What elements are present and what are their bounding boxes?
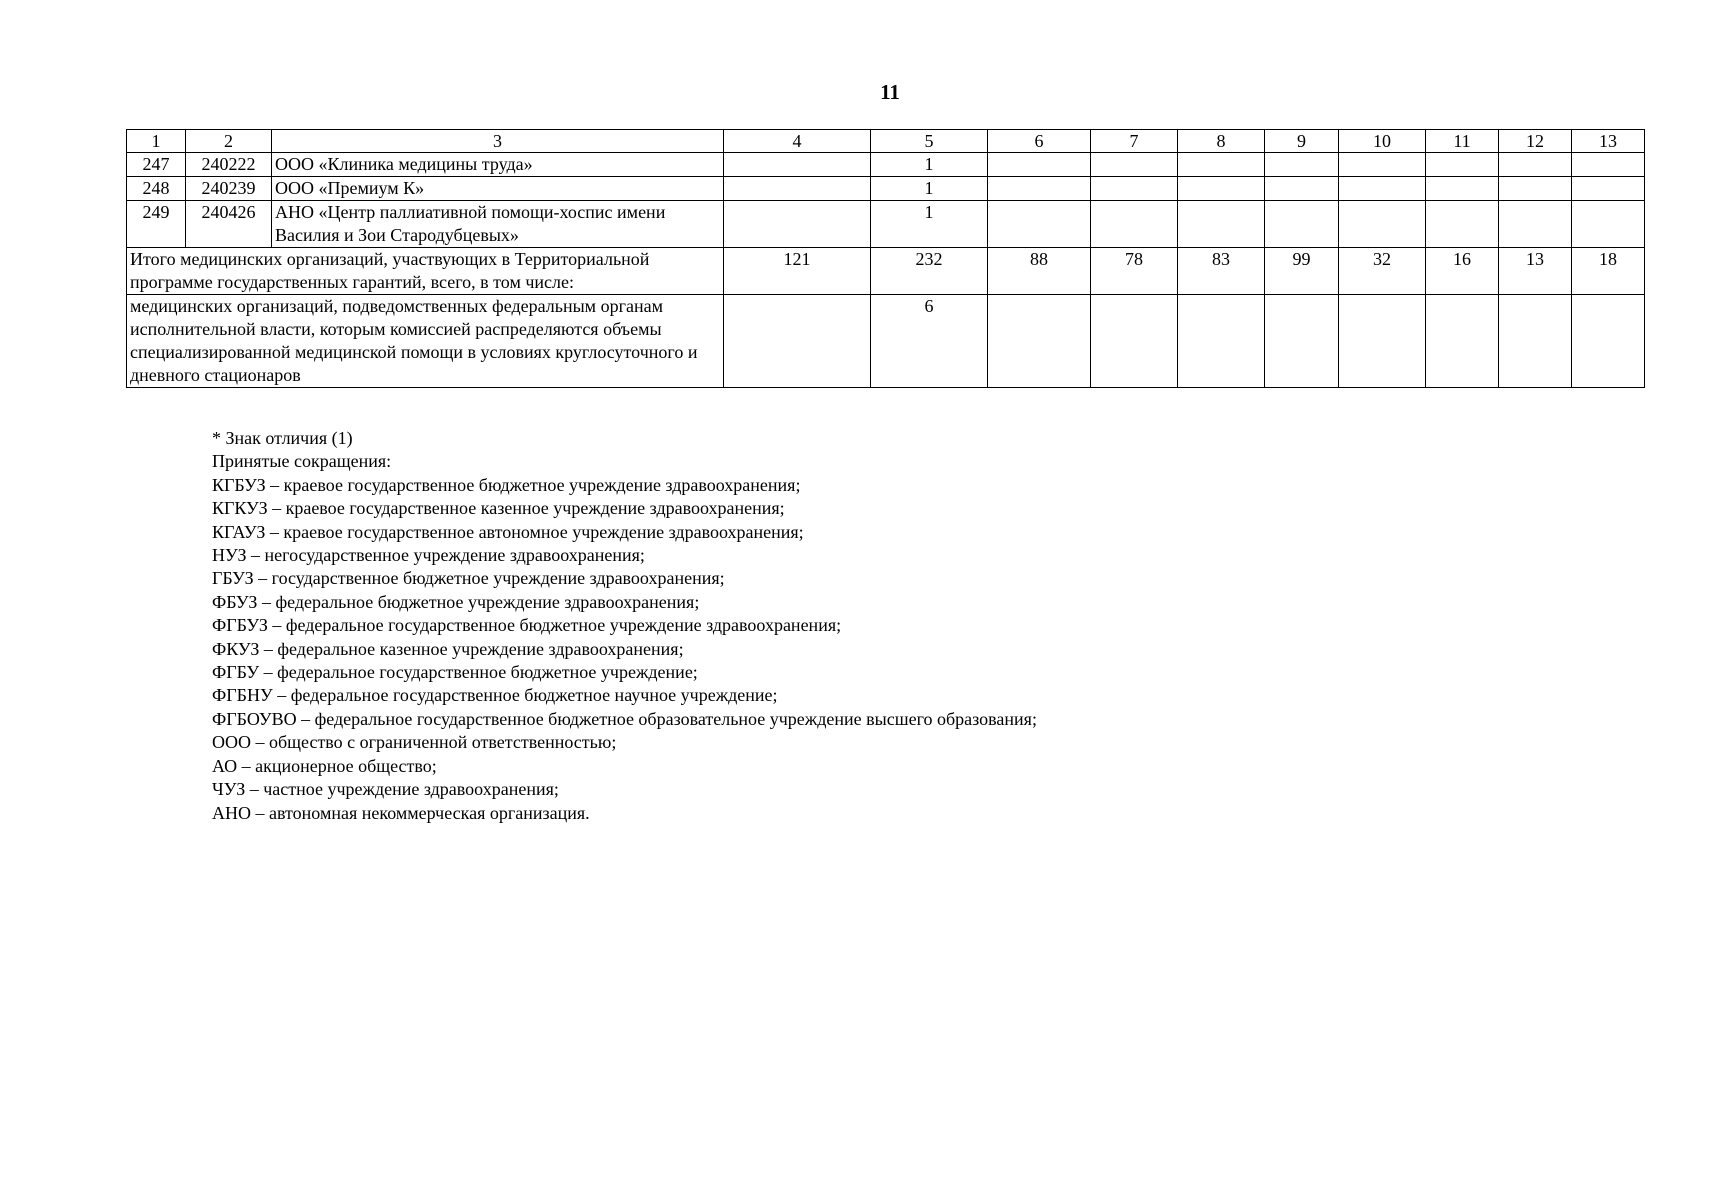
organization-name: ООО «Премиум К» (272, 177, 724, 201)
column-number: 4 (724, 130, 871, 153)
cell-empty (1091, 295, 1178, 388)
column-number: 11 (1426, 130, 1499, 153)
cell-empty (1265, 201, 1339, 248)
column-number: 8 (1178, 130, 1265, 153)
total-value: 18 (1572, 248, 1645, 295)
total-value: 83 (1178, 248, 1265, 295)
cell-empty (1178, 201, 1265, 248)
cell-empty (1499, 177, 1572, 201)
cell-empty (1339, 295, 1426, 388)
cell-empty (1572, 177, 1645, 201)
cell-empty (988, 201, 1091, 248)
row-number: 249 (127, 201, 186, 248)
cell-empty (1091, 153, 1178, 177)
column-number: 13 (1572, 130, 1645, 153)
organization-code: 240426 (186, 201, 272, 248)
column-number: 2 (186, 130, 272, 153)
cell-empty (724, 177, 871, 201)
notes-block (212, 427, 1512, 825)
abbreviation-item: ФКУЗ – федеральное казенное учреждение здравоохранения; (212, 638, 684, 659)
cell-empty (1339, 153, 1426, 177)
cell-empty (1339, 177, 1426, 201)
column-number: 7 (1091, 130, 1178, 153)
abbreviation-item: ФГБОУВО – федеральное государственное бюджетное образовательное учреждение высшего образования; (212, 708, 1037, 729)
cell-empty (1572, 201, 1645, 248)
cell-empty (1572, 153, 1645, 177)
cell-empty (1265, 177, 1339, 201)
cell-empty (1178, 177, 1265, 201)
abbreviation-item: АНО – автономная некоммерческая организация. (212, 802, 590, 823)
cell-empty (1091, 177, 1178, 201)
total-value: 88 (988, 248, 1091, 295)
abbreviation-item: АО – акционерное общество; (212, 755, 437, 776)
abbreviation-item: КГАУЗ – краевое государственное автономное учреждение здравоохранения; (212, 521, 804, 542)
distinction-mark-note: * Знак отличия (1) (212, 428, 353, 448)
column-number: 5 (871, 130, 988, 153)
federal-row (127, 295, 1645, 388)
organization-name: ООО «Клиника медицины труда» (272, 153, 724, 177)
cell-empty (724, 201, 871, 248)
table-header-row (127, 130, 1645, 153)
total-value: 99 (1265, 248, 1339, 295)
column-number: 12 (1499, 130, 1572, 153)
cell-empty (1265, 153, 1339, 177)
row-number: 248 (127, 177, 186, 201)
abbreviation-item: ФГБУ – федеральное государственное бюджетное учреждение; (212, 662, 698, 683)
cell-empty (1499, 295, 1572, 388)
table-row (127, 201, 1645, 248)
total-value: 32 (1339, 248, 1426, 295)
cell-empty (988, 153, 1091, 177)
abbreviation-item: ФГБУЗ – федеральное государственное бюджетное учреждение здравоохранения; (212, 615, 842, 636)
abbreviation-item: ФГБНУ – федеральное государственное бюджетное научное учреждение; (212, 685, 778, 706)
abbreviation-item: НУЗ – негосударственное учреждение здравоохранения; (212, 545, 645, 566)
total-value: 78 (1091, 248, 1178, 295)
abbreviation-item: ЧУЗ – частное учреждение здравоохранения; (212, 779, 559, 800)
cell-empty (1499, 153, 1572, 177)
total-value: 232 (871, 248, 988, 295)
federal-label: медицинских организаций, подведомственных федеральным органам исполнительной власти, которым комиссией распределяются объемы специализированной медицинской помощи в условиях круглосуточного и дневного стационаров (127, 295, 724, 388)
abbreviation-item: КГКУЗ – краевое государственное казенное учреждение здравоохранения; (212, 498, 785, 519)
federal-col5: 6 (871, 295, 988, 388)
table-row (127, 153, 1645, 177)
organization-code: 240239 (186, 177, 272, 201)
total-value: 121 (724, 248, 871, 295)
abbreviation-item: ООО – общество с ограниченной ответственностью; (212, 732, 617, 753)
abbreviation-item: ФБУЗ – федеральное бюджетное учреждение здравоохранения; (212, 591, 700, 612)
column-number: 3 (272, 130, 724, 153)
abbreviation-item: ГБУЗ – государственное бюджетное учреждение здравоохранения; (212, 568, 725, 589)
cell-col5: 1 (871, 153, 988, 177)
total-row (127, 248, 1645, 295)
cell-empty (724, 295, 871, 388)
organization-name: АНО «Центр паллиативной помощи-хоспис имени Василия и Зои Стародубцевых» (272, 201, 724, 248)
total-value: 16 (1426, 248, 1499, 295)
cell-empty (1178, 153, 1265, 177)
cell-empty (1426, 153, 1499, 177)
organization-code: 240222 (186, 153, 272, 177)
cell-empty (1426, 177, 1499, 201)
cell-col5: 1 (871, 177, 988, 201)
cell-empty (988, 295, 1091, 388)
table-row (127, 177, 1645, 201)
cell-empty (1339, 201, 1426, 248)
cell-empty (1426, 295, 1499, 388)
cell-col5: 1 (871, 201, 988, 248)
cell-empty (1265, 295, 1339, 388)
cell-empty (1499, 201, 1572, 248)
cell-empty (988, 177, 1091, 201)
column-number: 10 (1339, 130, 1426, 153)
cell-empty (724, 153, 871, 177)
column-number: 9 (1265, 130, 1339, 153)
row-number: 247 (127, 153, 186, 177)
column-number: 6 (988, 130, 1091, 153)
abbreviation-item: КГБУЗ – краевое государственное бюджетное учреждение здравоохранения; (212, 474, 801, 495)
total-value: 13 (1499, 248, 1572, 295)
total-label: Итого медицинских организаций, участвующих в Территориальной программе государственных гарантий, всего, в том числе: (127, 248, 724, 295)
abbreviations-title: Принятые сокращения: (212, 451, 392, 472)
cell-empty (1426, 201, 1499, 248)
cell-empty (1091, 201, 1178, 248)
cell-empty (1178, 295, 1265, 388)
page-number: 11 (880, 80, 900, 104)
cell-empty (1572, 295, 1645, 388)
organizations-table (126, 129, 1645, 388)
column-number: 1 (127, 130, 186, 153)
